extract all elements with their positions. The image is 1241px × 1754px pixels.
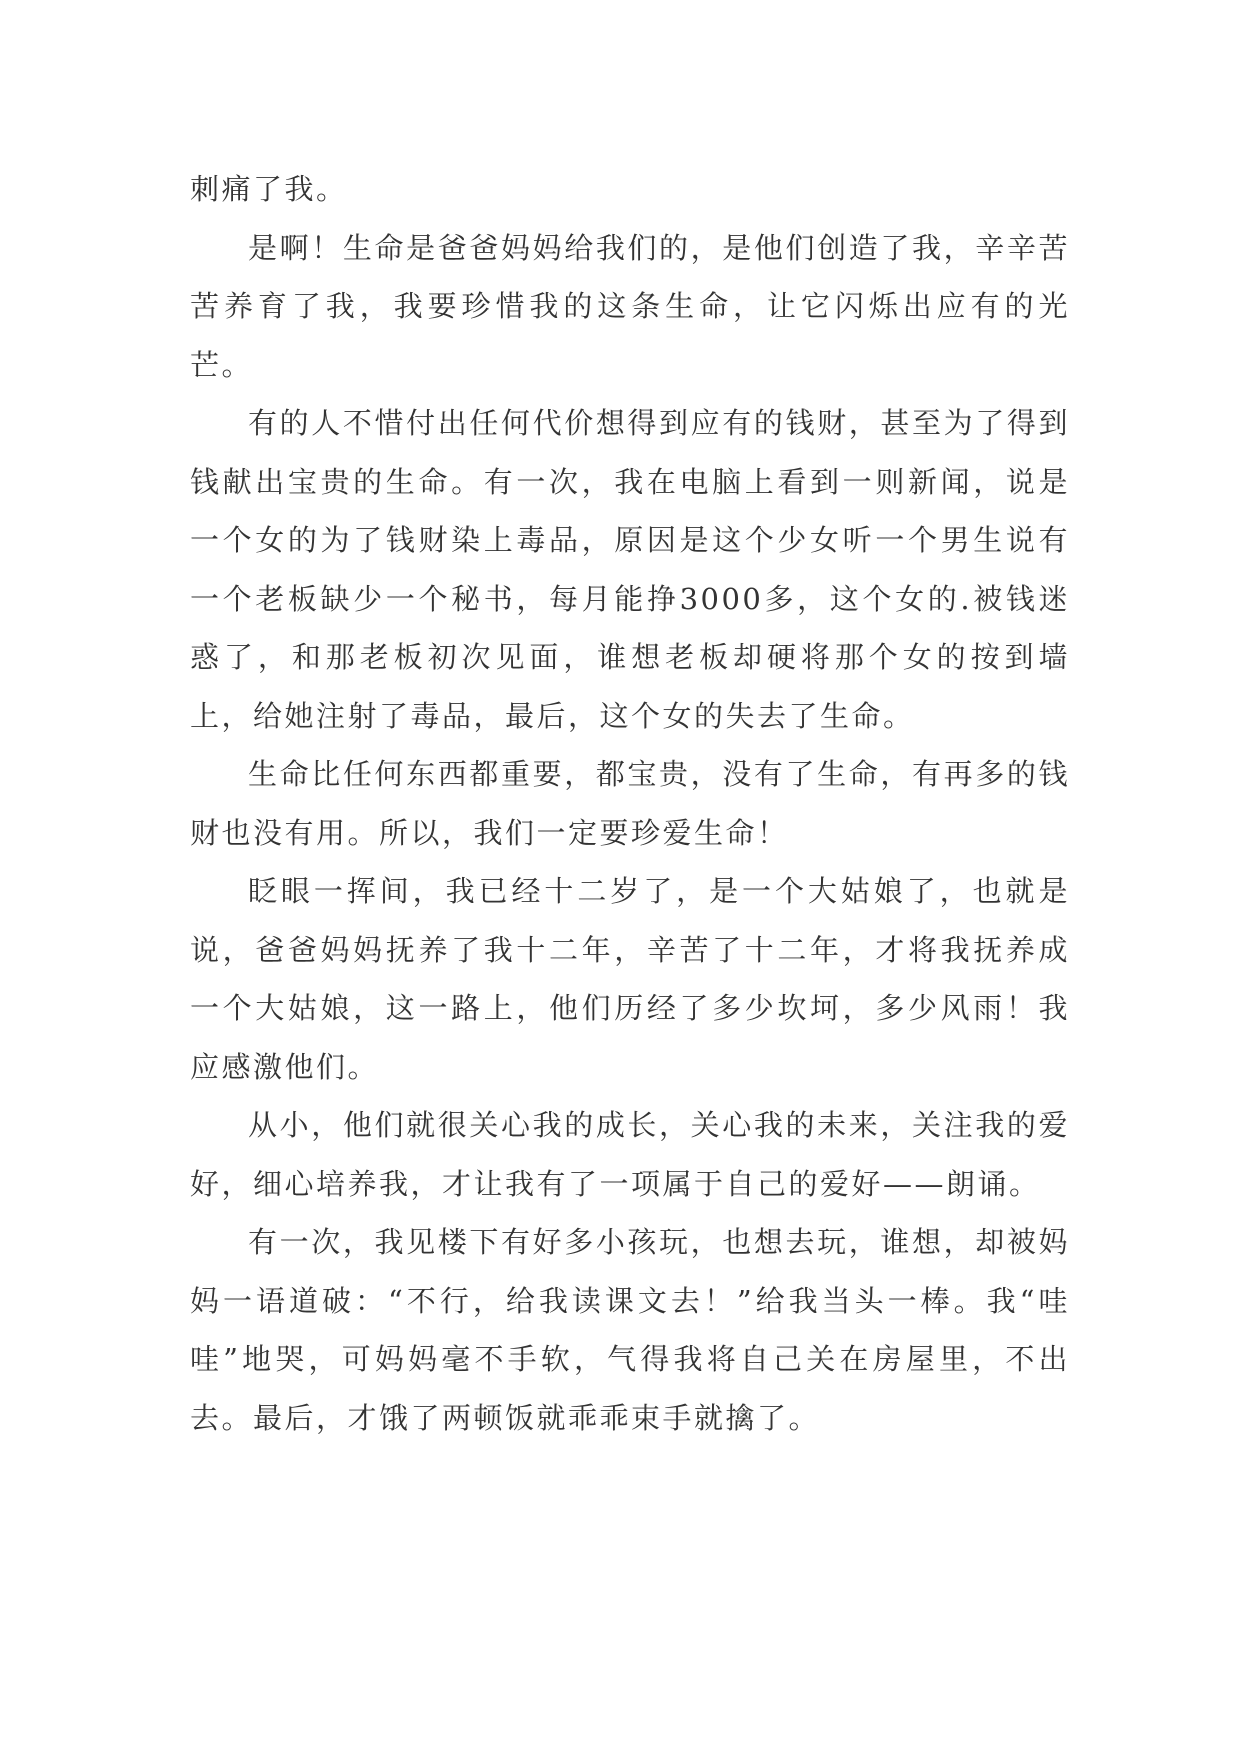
paragraph: 有一次，我见楼下有好多小孩玩，也想去玩，谁想，却被妈妈一语道破：“不行，给我读课文去！”给我当头一棒。我“哇哇”地哭，可妈妈毫不手软，气得我将自己关在房屋里，不出去。最后，才饿了两顿饭就乖乖束手就擒了。: [190, 1225, 1070, 1435]
paragraph: 眨眼一挥间，我已经十二岁了，是一个大姑娘了，也就是说，爸爸妈妈抚养了我十二年，辛苦了十二年，才将我抚养成一个大姑娘，这一路上，他们历经了多少坎坷，多少风雨！我应感激他们。: [190, 874, 1070, 1084]
paragraph: 刺痛了我。: [190, 172, 348, 206]
document-body: [190, 160, 1070, 1447]
paragraph: 从小，他们就很关心我的成长，关心我的未来，关注我的爱好，细心培养我，才让我有了一项属于自己的爱好——朗诵。: [190, 1108, 1070, 1201]
paragraph: 生命比任何东西都重要，都宝贵，没有了生命，有再多的钱财也没有用。所以，我们一定要珍爱生命！: [190, 757, 1070, 850]
paragraph: 是啊！生命是爸爸妈妈给我们的，是他们创造了我，辛辛苦苦养育了我，我要珍惜我的这条生命，让它闪烁出应有的光芒。: [190, 230, 1070, 382]
paragraph: 有的人不惜付出任何代价想得到应有的钱财，甚至为了得到钱献出宝贵的生命。有一次，我在电脑上看到一则新闻，说是一个女的为了钱财染上毒品，原因是这个少女听一个男生说有一个老板缺少一个秘书，每月能挣3000多，这个女的.被钱迷惑了，和那老板初次见面，谁想老板却硬将那个女的按到墙上，给她注射了毒品，最后，这个女的失去了生命。: [190, 406, 1070, 733]
